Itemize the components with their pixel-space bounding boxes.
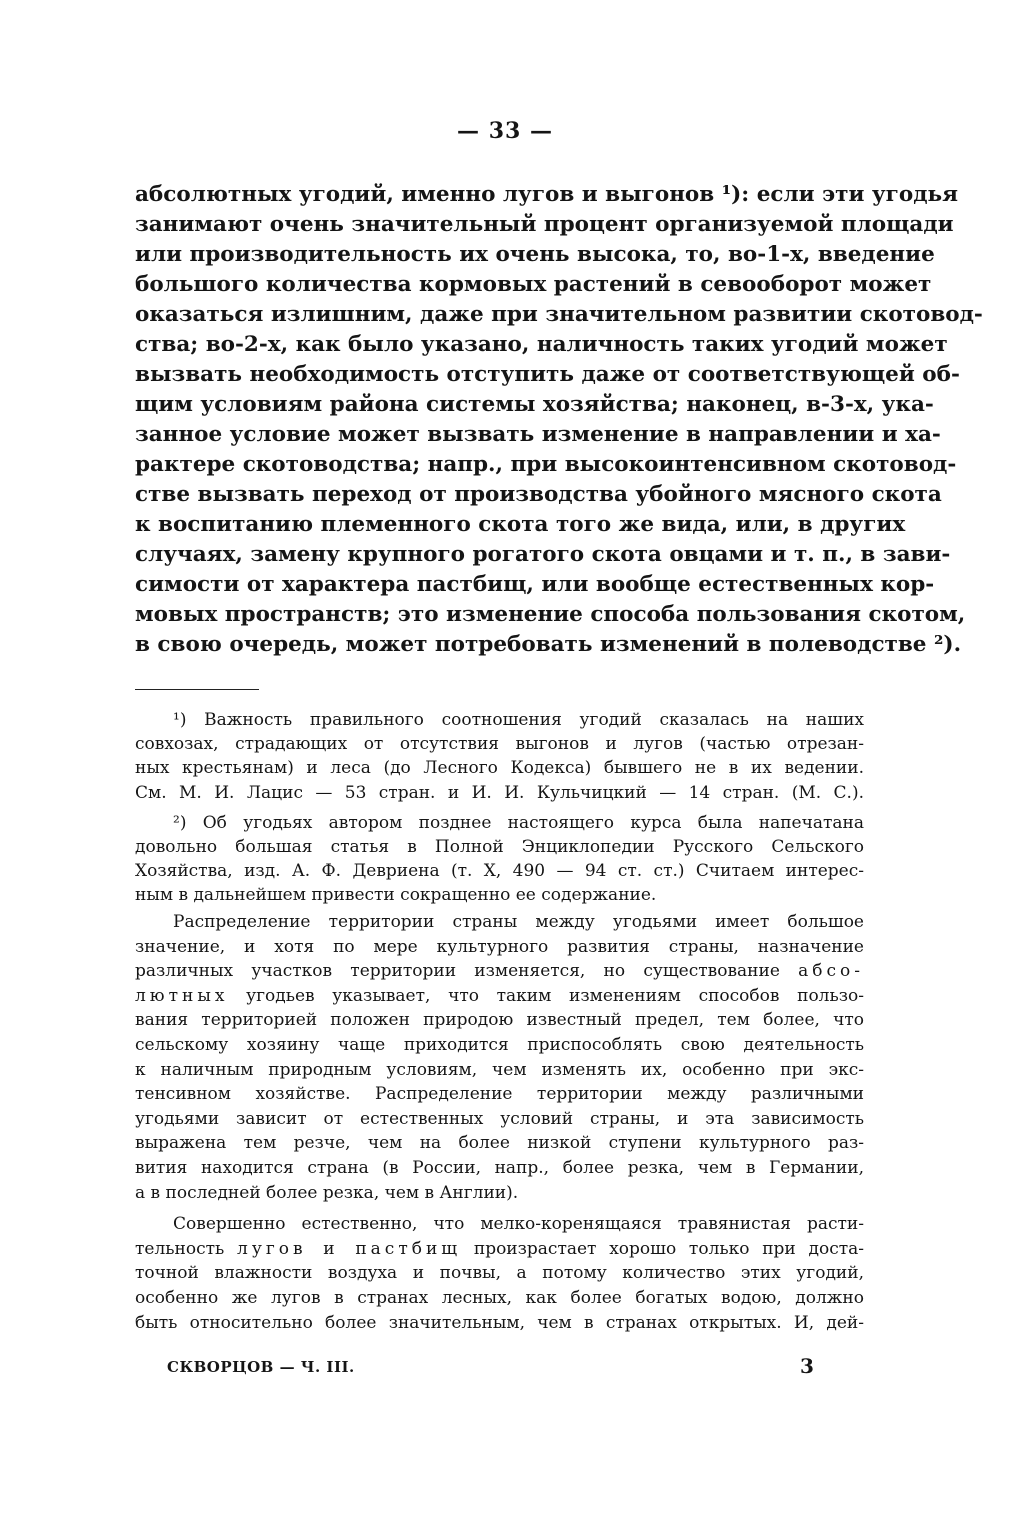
text-line: угодьями зависит от естественных условий страны, и эта зависимость — [135, 1108, 864, 1129]
sheet-number: 3 — [800, 1354, 814, 1378]
text-line: особенно же лугов в странах лесных, как более богатых водою, должно — [135, 1287, 864, 1308]
text-line: к наличным природным условиям, чем изменять их, особенно при экс- — [135, 1059, 864, 1080]
text-line: оказаться излишним, даже при значительном развитии скотовод- — [135, 302, 983, 327]
text-line: к воспитанию племенного скота того же вида, или, в других — [135, 512, 906, 537]
text-line: абсолютных угодий, именно лугов и выгонов ¹): если эти угодья — [135, 182, 958, 207]
text-line: в свою очередь, может потребовать изменений в полеводстве ²). — [135, 632, 962, 657]
spaced-term: абсо- — [798, 961, 864, 982]
page-number: — 33 — — [457, 118, 553, 144]
footnote-line: ²) Об угодьях автором позднее настоящего курса была напечатана — [173, 812, 864, 833]
text-line: симости от характера пастбищ, или вообще естественных кор- — [135, 572, 935, 597]
text-line: ства; во-2-х, как было указано, наличность таких угодий может — [135, 332, 948, 357]
footnote-line: Хозяйства, изд. А. Ф. Девриена (т. X, 490 — 94 ст. ст.) Считаем интерес- — [135, 861, 864, 882]
footnote-separator — [135, 689, 259, 690]
signature-mark: СКВОРЦОВ — Ч. III. — [167, 1358, 355, 1376]
text-line: точной влажности воздуха и почвы, а потому количество этих угодий, — [135, 1263, 864, 1284]
small-print-section — [135, 910, 864, 1335]
text-line: значение, и хотя по мере культурного развития страны, назначение — [135, 936, 864, 957]
text-line: Совершенно естественно, что мелко-коренящаяся травянистая расти- — [173, 1214, 864, 1235]
text-line — [135, 959, 864, 984]
text-line: выражена тем резче, чем на более низкой ступени культурного раз- — [135, 1133, 864, 1154]
footnote-line: совхозах, страдающих от отсутствия выгонов и лугов (частью отрезан- — [135, 734, 864, 755]
footnote-line: См. М. И. Лацис — 53 стран. и И. И. Кульчицкий — 14 стран. (М. С.). — [135, 782, 864, 803]
text-line: щим условиям района системы хозяйства; наконец, в-3-х, ука- — [135, 392, 934, 417]
text-line: а в последней более резка, чем в Англии). — [135, 1182, 519, 1203]
text-line: вызвать необходимость отступить даже от соответствующей об- — [135, 362, 960, 387]
main-paragraph — [135, 180, 983, 660]
text-line: занное условие может вызвать изменение в направлении и ха- — [135, 422, 941, 447]
footnote-line: довольно большая статья в Полной Энциклопедии Русского Сельского — [135, 836, 864, 857]
footnote-line: ¹) Важность правильного соотношения угодий сказалась на наших — [173, 710, 864, 730]
text-line: мовых пространств; это изменение способа пользования скотом, — [135, 602, 966, 627]
text-line: вания территорией положен природою известный предел, тем более, что — [135, 1010, 864, 1031]
text-line: сельскому хозяину чаще приходится приспособлять свою деятельность — [135, 1034, 864, 1055]
text-line — [135, 984, 864, 1009]
text-fragment: тельность — [135, 1238, 238, 1259]
text-line: занимают очень значительный процент организуемой площади — [135, 212, 954, 237]
text-line: Распределение территории страны между угодьями имеет большое — [173, 912, 864, 932]
text-line: рактере скотоводства; напр., при высокоинтенсивном скотовод- — [135, 452, 957, 477]
text-fragment: хорошо только при доста- — [596, 1238, 865, 1259]
footnote-line: ных крестьянам) и леса (до Лесного Кодекса) бывшего не в их ведении. — [135, 758, 864, 779]
spaced-term: лютных — [135, 985, 229, 1006]
footnotes — [135, 708, 864, 908]
text-line: стве вызвать переход от производства убойного мясного скота — [135, 482, 942, 507]
text-line: тенсивном хозяйстве. Распределение территории между различными — [135, 1084, 864, 1105]
text-fragment: различных участков территории изменяется, но существование — [135, 961, 799, 982]
text-line: случаях, замену крупного рогатого скота овцами и т. п., в зави- — [135, 542, 951, 567]
text-line: большого количества кормовых растений в севооборот может — [135, 272, 932, 297]
text-line: быть относительно более значительным, чем в странах открытых. И, дей- — [135, 1312, 864, 1333]
text-fragment: угодьев указывает, что таким изменениям способов пользо- — [246, 985, 864, 1006]
footnote-line: ным в дальнейшем привести сокращенно ее содержание. — [135, 885, 657, 906]
text-line: вития находится страна (в России, напр., более резка, чем в Германии, — [135, 1157, 864, 1178]
text-line — [135, 1237, 864, 1262]
text-fragment: произрастает — [473, 1238, 597, 1259]
spaced-term: лугов и пастбищ — [237, 1238, 462, 1259]
text-line: или производительность их очень высока, то, во-1-х, введение — [135, 242, 935, 267]
